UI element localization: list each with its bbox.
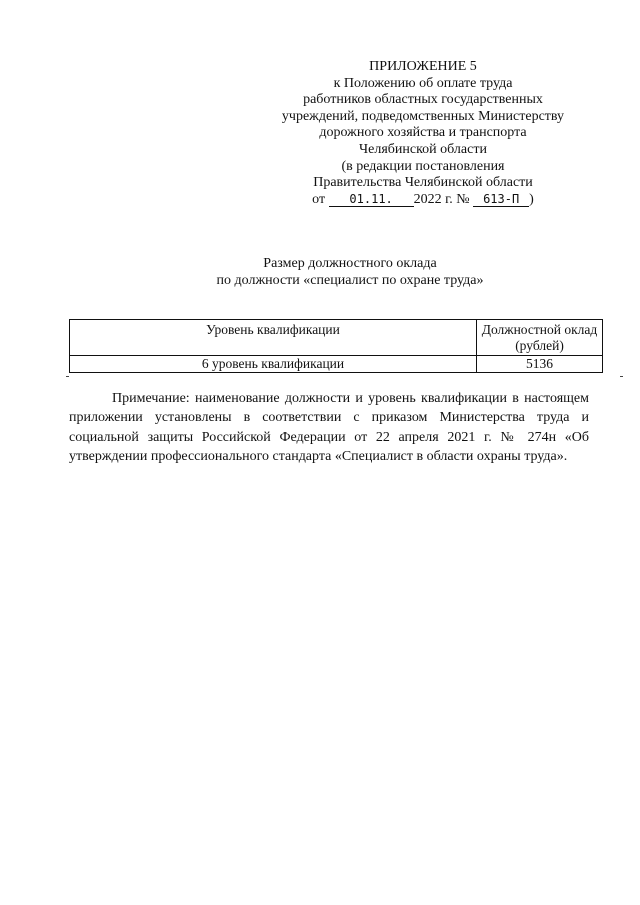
number-field: 613-П (473, 192, 529, 207)
title-line-2: по должности «специалист по охране труда» (216, 273, 484, 288)
margin-mark (66, 376, 69, 377)
date-field: 01.11. (329, 192, 414, 207)
year-text: 2022 г. № (413, 191, 470, 207)
margin-mark (620, 376, 623, 377)
cell-salary-value: 5136 (477, 356, 603, 373)
appendix-line: дорожного хозяйства и транспорта (319, 125, 527, 141)
header-salary: Должностной оклад (рублей) (477, 320, 603, 356)
salary-table (69, 319, 603, 373)
appendix-line: (в редакции постановления (341, 158, 505, 174)
appendix-line: работников областных государственных (303, 92, 543, 108)
document-title (150, 255, 550, 289)
header-qualification-level: Уровень квалификации (70, 320, 477, 356)
appendix-line: учреждений, подведомственных Министерству (281, 108, 565, 124)
appendix-date-line (258, 192, 588, 209)
appendix-header (258, 59, 588, 208)
closing-paren: ) (529, 191, 534, 207)
appendix-line: Челябинской области (359, 141, 487, 157)
table-header-row (70, 320, 603, 356)
date-prefix: от (312, 191, 326, 207)
note-paragraph: Примечание: наименование должности и уровень квалификации в настоящем приложении установлены в соответствии с приказом Министерства труда и социальной защиты Российской Федерации от 22 апреля 2021 г. № 274н «Об утверждении профессионального стандарта «Специалист в области охраны труда». (69, 391, 589, 464)
appendix-heading: ПРИЛОЖЕНИЕ 5 (369, 59, 477, 74)
title-line-1: Размер должностного оклада (263, 256, 437, 271)
table-row (70, 356, 603, 373)
cell-qualification-level: 6 уровень квалификации (70, 356, 477, 373)
appendix-line: Правительства Челябинской области (313, 175, 533, 191)
appendix-line: к Положению об оплате труда (333, 75, 513, 91)
